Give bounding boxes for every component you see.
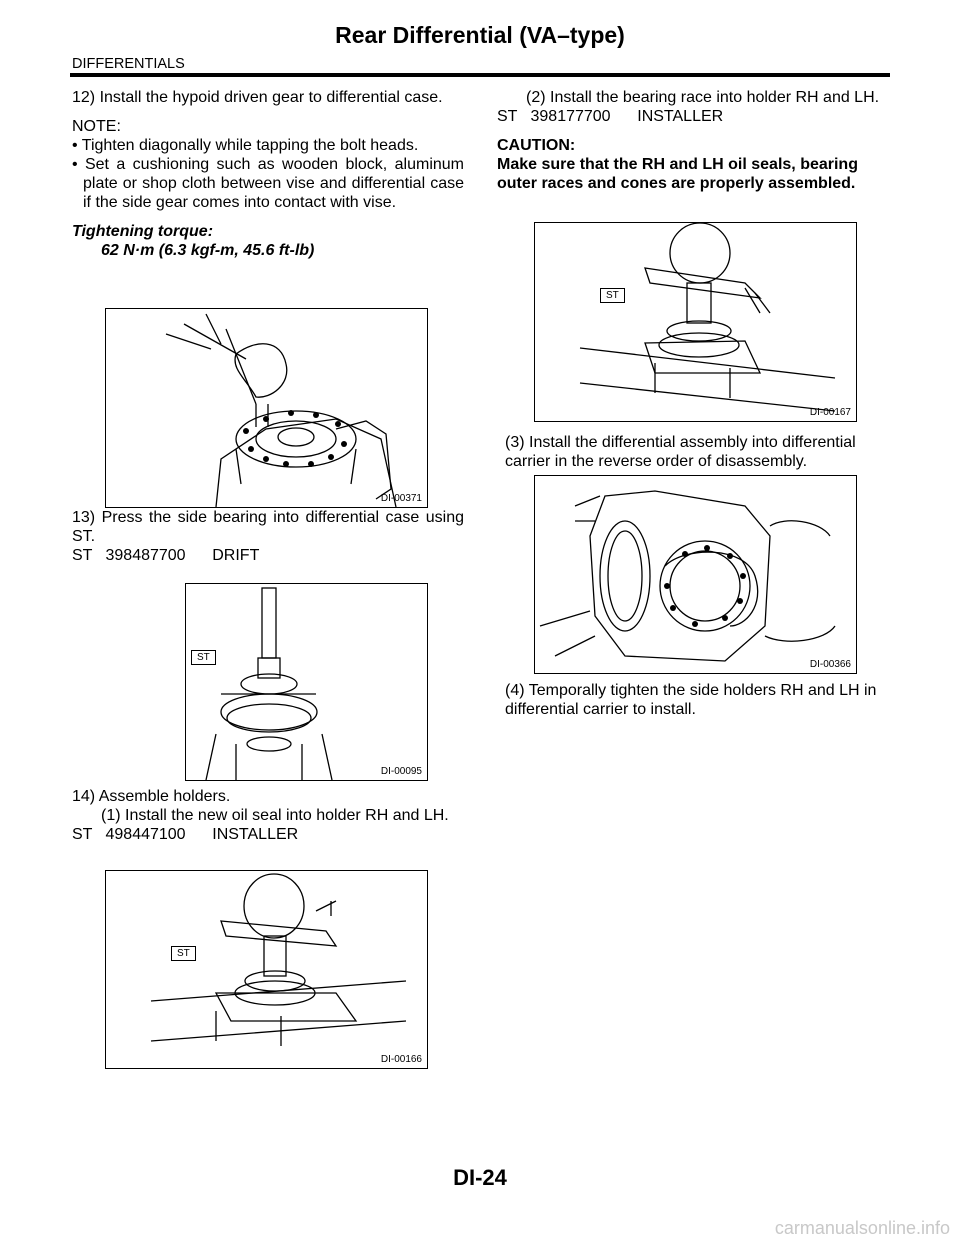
figure-differential-assembly <box>534 475 857 674</box>
figure-oil-seal-installer <box>105 870 428 1069</box>
torque-label: Tightening torque: <box>72 223 214 240</box>
step-14-1: (1) Install the new oil seal into holder RH and LH. <box>101 807 449 824</box>
step-14-3: (3) Install the differential assembly into differential carrier in the reverse order of disassembly. <box>505 434 856 470</box>
special-tool-tag: ST <box>191 650 216 665</box>
right-column-step3 <box>497 433 889 471</box>
bearing-race-installer-illustration <box>535 223 856 421</box>
page-number: DI-24 <box>453 1165 507 1190</box>
left-column <box>72 88 464 260</box>
page-title: Rear Differential (VA–type) <box>335 22 625 48</box>
hypoid-gear-illustration <box>106 309 427 507</box>
figure-code: DI-00166 <box>380 1054 422 1065</box>
torque-value: 62 N·m (6.3 kgf-m, 45.6 ft-lb) <box>101 242 315 259</box>
figure-bearing-race-installer <box>534 222 857 422</box>
figure-hypoid-gear-install <box>105 308 428 508</box>
oil-seal-installer-illustration <box>106 871 427 1068</box>
caution-label: CAUTION: <box>497 137 576 154</box>
figure-side-bearing-drift <box>185 583 428 781</box>
step-13-special-tool: ST 398487700 DRIFT <box>72 547 260 564</box>
figure-code: DI-00366 <box>809 659 851 670</box>
step-14: 14) Assemble holders. <box>72 788 231 805</box>
step-14-special-tool: ST 498447100 INSTALLER <box>72 826 299 843</box>
header-divider <box>70 73 890 77</box>
step-14-2: (2) Install the bearing race into holder RH and LH. <box>526 89 880 106</box>
caution-text: Make sure that the RH and LH oil seals, bearing outer races and cones are properly assembled. <box>497 156 858 192</box>
figure-code: DI-00371 <box>380 493 422 504</box>
figure-code: DI-00167 <box>809 407 851 418</box>
step-14-2-special-tool: ST 398177700 INSTALLER <box>497 108 724 125</box>
special-tool-tag: ST <box>171 946 196 961</box>
differential-assembly-illustration <box>535 476 856 673</box>
watermark: carmanualsonline.info <box>774 1218 950 1238</box>
figure-code: DI-00095 <box>380 766 422 777</box>
left-column-step13 <box>72 508 464 565</box>
right-column <box>497 88 889 193</box>
note-label: NOTE: <box>72 118 121 135</box>
left-column-step14 <box>72 787 464 844</box>
step-14-4: (4) Temporally tighten the side holders RH and LH in differential carrier to install. <box>505 682 877 718</box>
step-13: 13) Press the side bearing into differential case using ST. <box>72 509 464 545</box>
drift-illustration <box>186 584 427 780</box>
special-tool-tag: ST <box>600 288 625 303</box>
note-item-2: • Set a cushioning such as wooden block, aluminum plate or shop cloth between vise and differential case if the side gear comes into contact with vise. <box>72 156 464 211</box>
note-item-1: • Tighten diagonally while tapping the bolt heads. <box>72 137 419 154</box>
right-column-step4 <box>497 681 889 719</box>
section-label: DIFFERENTIALS <box>72 56 185 72</box>
step-12: 12) Install the hypoid driven gear to differential case. <box>72 89 443 106</box>
